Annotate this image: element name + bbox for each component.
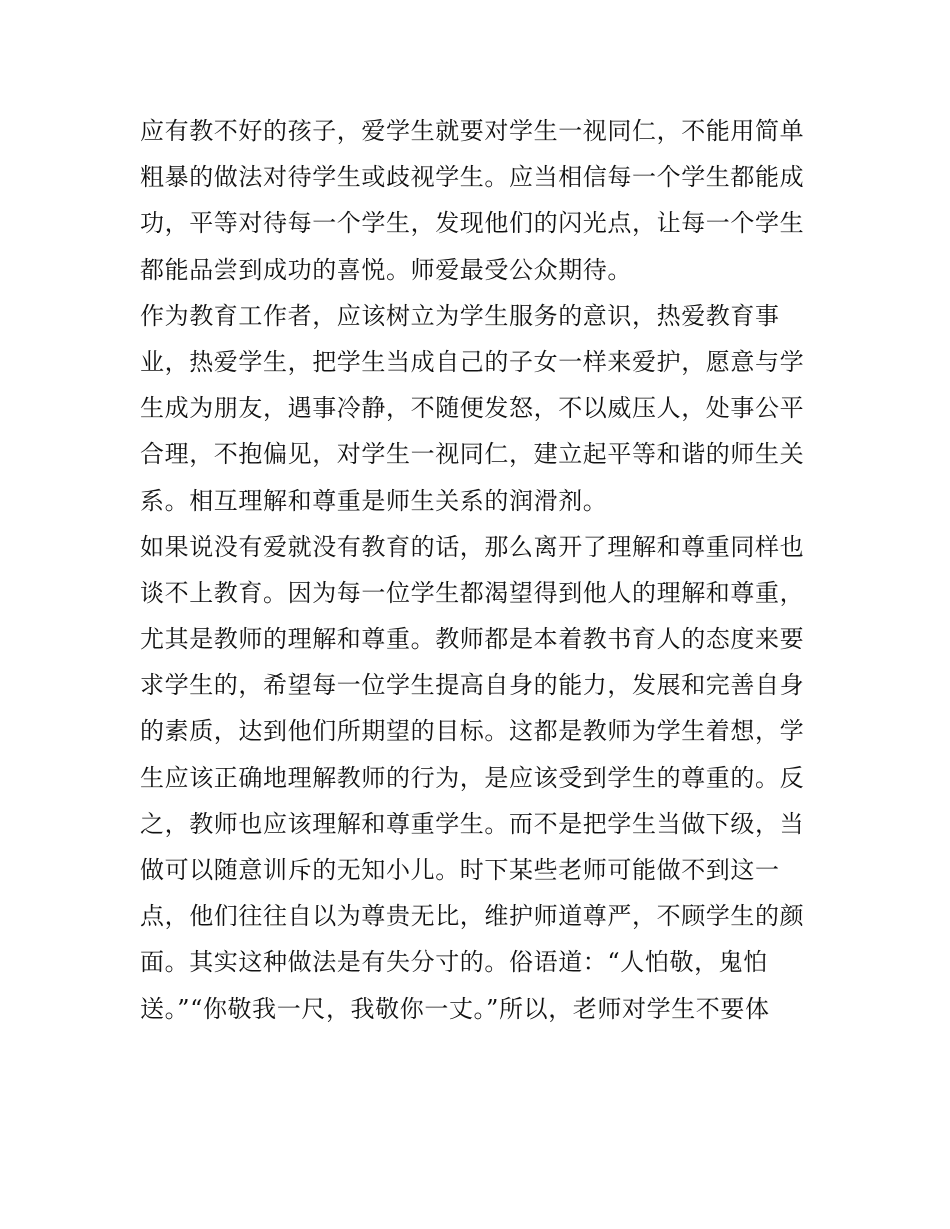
text-line: 都能品尝到成功的喜悦。师爱最受公众期待。 [140,255,632,284]
text-line: 面。其实这种做法是有失分寸的。俗语道：“人怕敬，鬼怕 [140,948,768,977]
text-line: 生成为朋友，遇事冷静，不随便发怒，不以威压人，处事公平 [140,394,805,423]
document-body [140,108,820,1032]
text-line: 作为教育工作者，应该树立为学生服务的意识，热爱教育事 [140,301,780,330]
text-line: 生应该正确地理解教师的行为，是应该受到学生的尊重的。反 [140,763,805,792]
text-line: 点，他们往往自以为尊贵无比，维护师道尊严，不顾学生的颜 [140,902,805,931]
text-line: 的素质，达到他们所期望的目标。这都是教师为学生着想，学 [140,717,805,746]
text-line: 尤其是教师的理解和尊重。教师都是本着教书育人的态度来要 [140,625,805,654]
text-line: 求学生的，希望每一位学生提高自身的能力，发展和完善自身 [140,671,805,700]
text-line: 业，热爱学生，把学生当成自己的子女一样来爱护，愿意与学 [140,347,805,376]
text-line: 合理，不抱偏见，对学生一视同仁，建立起平等和谐的师生关 [140,440,805,469]
text-line: 系。相互理解和尊重是师生关系的润滑剂。 [140,486,608,515]
text-line: 谈不上教育。因为每一位学生都渴望得到他人的理解和尊重， [140,578,805,607]
text-line: 送。”“你敬我一尺，我敬你一丈。”所以，老师对学生不要体 [140,994,770,1023]
text-line: 应有教不好的孩子，爱学生就要对学生一视同仁，不能用简单 [140,117,805,145]
text-line: 之，教师也应该理解和尊重学生。而不是把学生当做下级，当 [140,809,805,838]
text-line: 如果说没有爱就没有教育的话，那么离开了理解和尊重同样也 [140,532,805,561]
text-line: 功，平等对待每一个学生，发现他们的闪光点，让每一个学生 [140,209,805,238]
text-line: 粗暴的做法对待学生或歧视学生。应当相信每一个学生都能成 [140,163,805,192]
text-line: 做可以随意训斥的无知小儿。时下某些老师可能做不到这一 [140,856,780,884]
